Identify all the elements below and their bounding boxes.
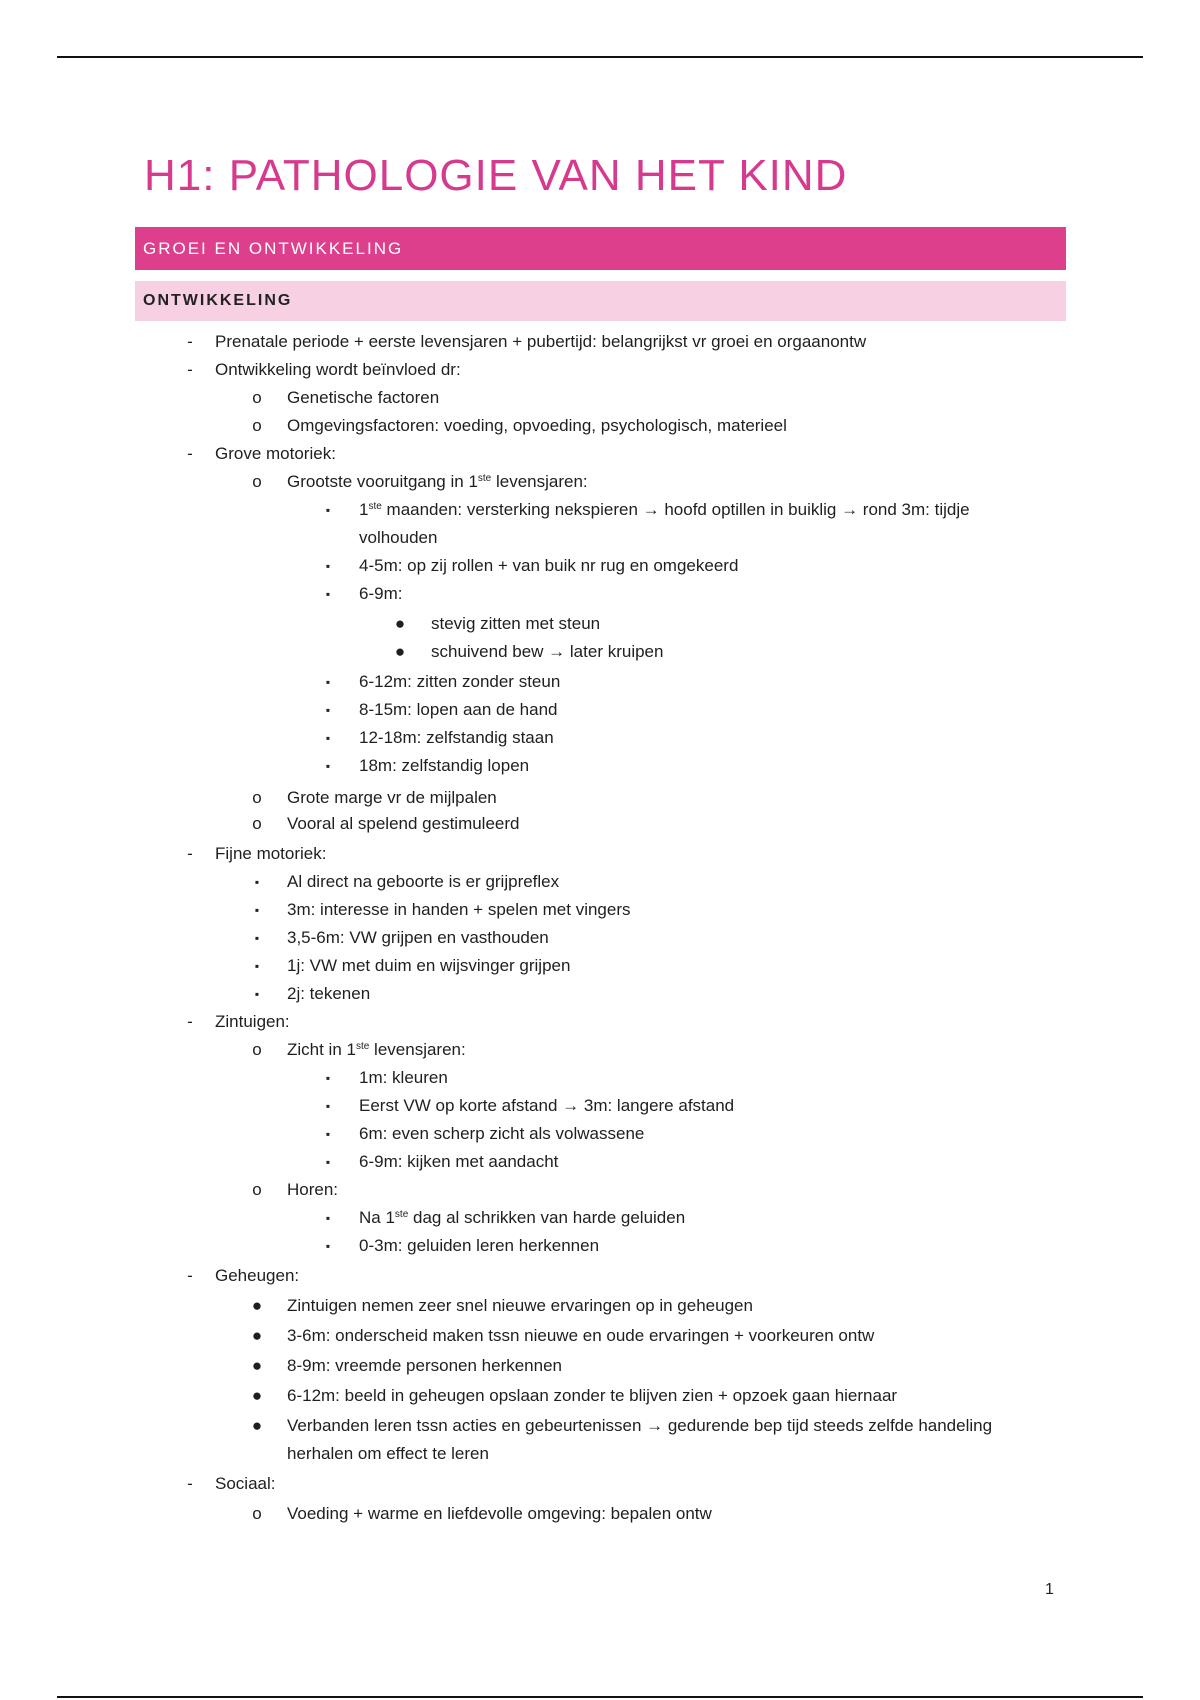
- square-bullet-icon: ▪: [325, 675, 331, 689]
- list-item-text: Fijne motoriek:: [215, 844, 327, 863]
- list-item-text: Al direct na geboorte is er grijpreflex: [287, 872, 560, 891]
- list-item-text: Geheugen:: [215, 1266, 300, 1285]
- dot-bullet-icon: ●: [394, 642, 406, 661]
- circle-bullet-icon: o: [252, 388, 262, 407]
- subsection-heading-ontwikkeling: ONTWIKKELING: [135, 281, 1066, 321]
- square-bullet-icon: ▪: [325, 503, 331, 517]
- list-item: [0, 552, 1200, 580]
- list-item-text: Prenatale periode + eerste levensjaren + pubertijd: belangrijkst vr groei en orgaanontw: [215, 332, 867, 351]
- square-bullet-icon: ▪: [254, 931, 260, 945]
- list-item-text: Sociaal:: [215, 1474, 276, 1493]
- square-bullet-icon: ▪: [325, 1155, 331, 1169]
- superscript-ordinal: ste: [477, 473, 492, 484]
- list-item-text: Grote marge vr de mijlpalen: [287, 788, 497, 807]
- text-fragment: dag al schrikken van harde geluiden: [408, 1208, 686, 1227]
- list-item-text: 6-9m: kijken met aandacht: [359, 1152, 559, 1171]
- list-item-text: Grove motoriek:: [215, 444, 336, 463]
- list-item-text: 6-12m: beeld in geheugen opslaan zonder te blijven zien + opzoek gaan hiernaar: [287, 1386, 898, 1405]
- list-item-text: Vooral al spelend gestimuleerd: [287, 814, 520, 833]
- list-item-text: 0-3m: geluiden leren herkennen: [359, 1236, 600, 1255]
- square-bullet-icon: ▪: [325, 1239, 331, 1253]
- list-item: [0, 980, 1200, 1008]
- list-item: [0, 468, 1200, 496]
- list-item-text: stevig zitten met steun: [431, 614, 601, 633]
- list-item: [0, 840, 1200, 868]
- list-item-text: Omgevingsfactoren: voeding, opvoeding, psychologisch, materieel: [287, 416, 787, 435]
- circle-bullet-icon: o: [252, 814, 262, 833]
- square-bullet-icon: ▪: [325, 1099, 331, 1113]
- list-item-continuation: herhalen om effect te leren: [287, 1444, 489, 1463]
- dash-bullet-icon: -: [187, 1012, 193, 1031]
- dash-bullet-icon: -: [187, 1266, 193, 1285]
- text-fragment: levensjaren:: [369, 1040, 466, 1059]
- text-fragment: Na 1: [359, 1208, 395, 1227]
- text-fragment: levensjaren:: [491, 472, 588, 491]
- dash-bullet-icon: -: [187, 844, 193, 863]
- list-item: [0, 696, 1200, 724]
- list-item-text: Voeding + warme en liefdevolle omgeving: bepalen ontw: [287, 1504, 712, 1523]
- square-bullet-icon: ▪: [325, 559, 331, 573]
- list-item: [0, 1292, 1200, 1320]
- list-item-text: 6-9m:: [359, 584, 403, 603]
- dot-bullet-icon: ●: [251, 1416, 263, 1435]
- square-bullet-icon: ▪: [325, 731, 331, 745]
- superscript-ordinal: ste: [368, 501, 382, 512]
- list-item-text: 12-18m: zelfstandig staan: [359, 728, 554, 747]
- list-item: [0, 1322, 1200, 1350]
- circle-bullet-icon: o: [252, 1504, 262, 1523]
- list-item: [0, 1262, 1200, 1290]
- dot-bullet-icon: ●: [394, 614, 406, 633]
- list-item: [0, 1382, 1200, 1410]
- list-item: [0, 1092, 1200, 1120]
- list-item-text: Zintuigen:: [215, 1012, 290, 1031]
- text-fragment: 1: [359, 500, 369, 519]
- list-item: [0, 1064, 1200, 1092]
- list-item: [0, 924, 1200, 952]
- list-item: [0, 1176, 1200, 1204]
- list-item: [0, 412, 1200, 440]
- text-fragment: Grootste vooruitgang in 1: [287, 472, 478, 491]
- list-item: [0, 1008, 1200, 1036]
- list-item-text: schuivend bew → later kruipen: [431, 642, 664, 661]
- list-item-text: [287, 468, 588, 496]
- list-item: [0, 356, 1200, 384]
- circle-bullet-icon: o: [252, 1180, 262, 1199]
- list-item-text: [287, 1036, 466, 1064]
- dash-bullet-icon: -: [187, 360, 193, 379]
- square-bullet-icon: ▪: [325, 1071, 331, 1085]
- circle-bullet-icon: o: [252, 472, 262, 491]
- dash-bullet-icon: -: [187, 1474, 193, 1493]
- list-item: [0, 1352, 1200, 1380]
- list-item-text: 8-9m: vreemde personen herkennen: [287, 1356, 562, 1375]
- list-item: [0, 1120, 1200, 1148]
- list-item-text: 3,5-6m: VW grijpen en vasthouden: [287, 928, 549, 947]
- square-bullet-icon: ▪: [254, 875, 260, 889]
- dash-bullet-icon: -: [187, 332, 193, 351]
- list-item-text: 6-12m: zitten zonder steun: [359, 672, 561, 691]
- list-item: [0, 784, 1200, 812]
- list-item-text: 6m: even scherp zicht als volwassene: [359, 1124, 645, 1143]
- list-item: [0, 580, 1200, 608]
- list-item-text: 3m: interesse in handen + spelen met vingers: [287, 900, 631, 919]
- list-item: [0, 1036, 1200, 1064]
- list-item: [0, 1500, 1200, 1528]
- square-bullet-icon: ▪: [325, 1211, 331, 1225]
- list-item-text: Verbanden leren tssn acties en gebeurtenissen → gedurende bep tijd steeds zelfde handeling: [287, 1416, 993, 1435]
- dot-bullet-icon: ●: [251, 1356, 263, 1375]
- text-fragment: maanden: versterking nekspieren → hoofd optillen in buiklig → rond 3m: tijdje: [381, 500, 970, 519]
- circle-bullet-icon: o: [252, 788, 262, 807]
- list-item-text: 3-6m: onderscheid maken tssn nieuwe en oude ervaringen + voorkeuren ontw: [287, 1326, 875, 1345]
- list-item-text: Horen:: [287, 1180, 339, 1199]
- text-fragment: Zicht in 1: [287, 1040, 356, 1059]
- list-item-text: Zintuigen nemen zeer snel nieuwe ervaringen op in geheugen: [287, 1296, 753, 1315]
- list-item: [0, 496, 1200, 547]
- square-bullet-icon: ▪: [254, 959, 260, 973]
- list-item-text: Ontwikkeling wordt beïnvloed dr:: [215, 360, 461, 379]
- circle-bullet-icon: o: [252, 416, 262, 435]
- list-item-text: Genetische factoren: [287, 388, 440, 407]
- list-item: [0, 638, 1200, 666]
- dot-bullet-icon: ●: [251, 1386, 263, 1405]
- list-item-text: 1j: VW met duim en wijsvinger grijpen: [287, 956, 571, 975]
- circle-bullet-icon: o: [252, 1040, 262, 1059]
- list-item: [0, 328, 1200, 356]
- list-item: [0, 668, 1200, 696]
- list-item: [0, 952, 1200, 980]
- list-item-text: [359, 496, 970, 524]
- list-item: [0, 724, 1200, 752]
- list-item: [0, 440, 1200, 468]
- square-bullet-icon: ▪: [325, 1127, 331, 1141]
- square-bullet-icon: ▪: [254, 903, 260, 917]
- square-bullet-icon: ▪: [325, 759, 331, 773]
- bottom-rule: [57, 1696, 1143, 1698]
- list-item: [0, 610, 1200, 638]
- list-item: [0, 1232, 1200, 1260]
- list-item: [0, 384, 1200, 412]
- page-number: 1: [1045, 1581, 1054, 1598]
- list-item-text: 4-5m: op zij rollen + van buik nr rug en omgekeerd: [359, 556, 739, 575]
- list-item-text: Eerst VW op korte afstand → 3m: langere afstand: [359, 1096, 735, 1115]
- dash-bullet-icon: -: [187, 444, 193, 463]
- list-item-text: 1m: kleuren: [359, 1068, 448, 1087]
- list-item: [0, 1412, 1200, 1463]
- top-rule: [57, 56, 1143, 58]
- list-item: [0, 810, 1200, 838]
- list-item: [0, 1148, 1200, 1176]
- square-bullet-icon: ▪: [325, 703, 331, 717]
- list-item: [0, 1470, 1200, 1498]
- list-item: [0, 1204, 1200, 1232]
- square-bullet-icon: ▪: [254, 987, 260, 1001]
- dot-bullet-icon: ●: [251, 1326, 263, 1345]
- list-item-text: 8-15m: lopen aan de hand: [359, 700, 558, 719]
- list-item-text: 2j: tekenen: [287, 984, 371, 1003]
- list-item: [0, 896, 1200, 924]
- square-bullet-icon: ▪: [325, 587, 331, 601]
- superscript-ordinal: ste: [355, 1041, 370, 1052]
- section-heading-groei: GROEI EN ONTWIKKELING: [135, 227, 1066, 270]
- list-item: [0, 752, 1200, 780]
- superscript-ordinal: ste: [394, 1209, 409, 1220]
- list-item-continuation: volhouden: [359, 528, 438, 547]
- page-title: H1: PATHOLOGIE VAN HET KIND: [144, 151, 848, 200]
- list-item-text: 18m: zelfstandig lopen: [359, 756, 530, 775]
- list-item-text: [359, 1204, 685, 1232]
- list-item: [0, 868, 1200, 896]
- dot-bullet-icon: ●: [251, 1296, 263, 1315]
